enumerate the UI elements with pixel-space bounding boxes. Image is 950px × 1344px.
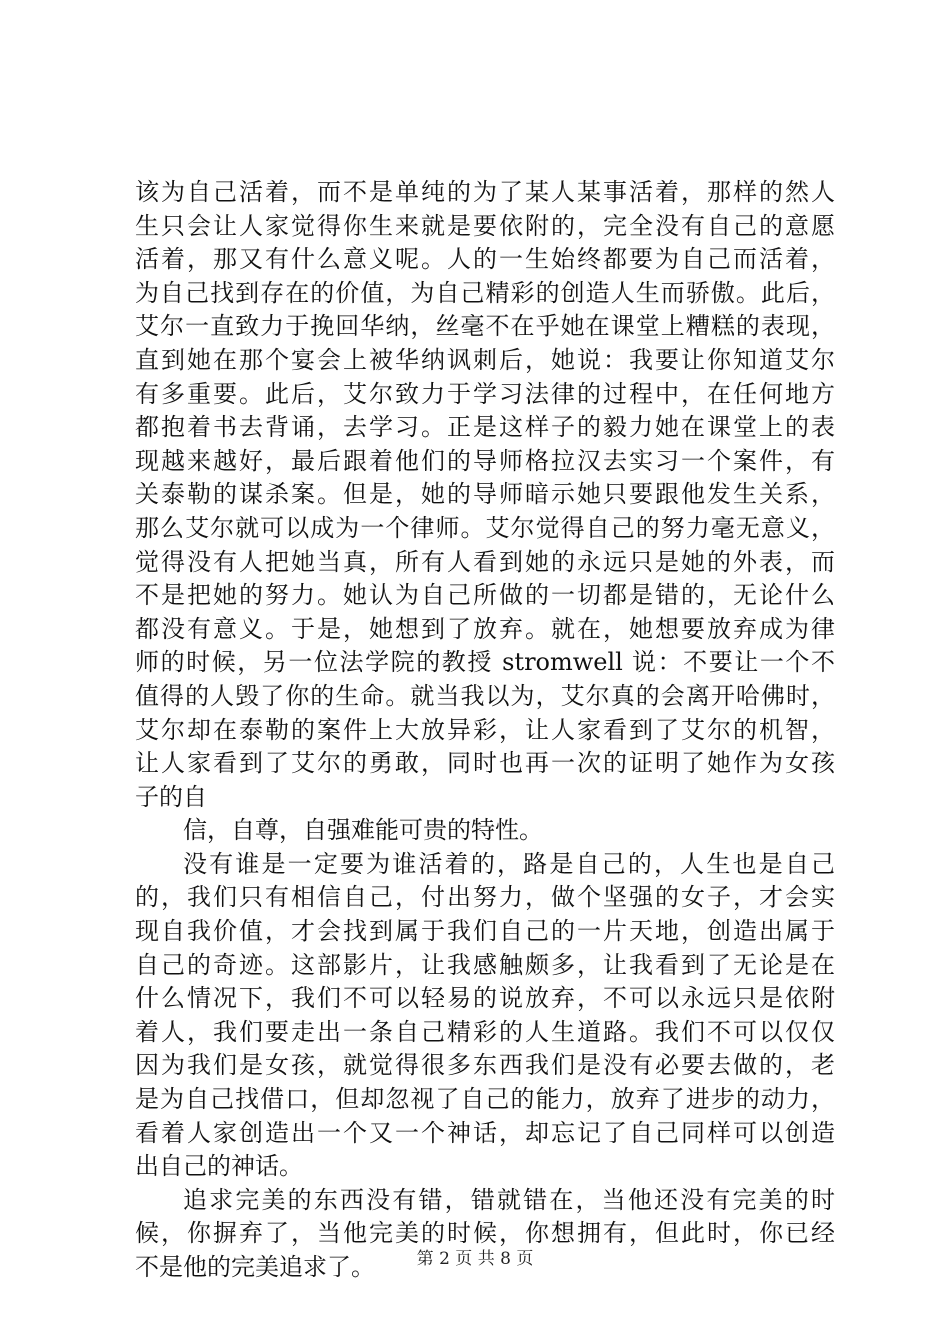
text-line: 那么艾尔就可以成为一个律师。艾尔觉得自己的努力毫无意义，: [135, 513, 835, 542]
text-line: 都抱着书去背诵，去学习。正是这样子的毅力她在课堂上的表: [135, 413, 835, 442]
text-line: 艾尔一直致力于挽回华纳，丝毫不在乎她在课堂上糟糕的表现，: [135, 312, 835, 341]
text-line: 活着，那又有什么意义呢。人的一生始终都要为自己而活着，: [135, 245, 835, 274]
text-line: 直到她在那个宴会上被华纳讽刺后，她说：我要让你知道艾尔: [135, 345, 835, 374]
text-line: 为自己找到存在的价值，为自己精彩的创造人生而骄傲。此后，: [135, 278, 835, 307]
text-line: 看着人家创造出一个又一个神话，却忘记了自己同样可以创造: [135, 1118, 835, 1147]
paragraph-start-line: 追求完美的东西没有错，错就错在，当他还没有完美的时: [183, 1185, 835, 1214]
text-line: 值得的人毁了你的生命。就当我以为，艾尔真的会离开哈佛时，: [135, 681, 835, 710]
text-line: 的，我们只有相信自己，付出努力，做个坚强的女子，才会实: [135, 883, 835, 912]
text-line: 子的自: [135, 782, 207, 811]
text-line: 该为自己活着，而不是单纯的为了某人某事活着，那样的然人: [135, 178, 835, 206]
text-line: 因为我们是女孩，就觉得很多东西我们是没有必要去做的，老: [135, 1051, 835, 1080]
text-line: 艾尔却在泰勒的案件上大放异彩，让人家看到了艾尔的机智，: [135, 715, 835, 744]
text-line: 有多重要。此后，艾尔致力于学习法律的过程中，在任何地方: [135, 379, 835, 408]
text-line: 是为自己找借口，但却忽视了自己的能力，放弃了进步的动力，: [135, 1085, 835, 1114]
text-line: 关泰勒的谋杀案。但是，她的导师暗示她只要跟他发生关系，: [135, 480, 835, 509]
text-line: 觉得没有人把她当真，所有人看到她的永远只是她的外表，而: [135, 547, 835, 576]
text-line: 不是把她的努力。她认为自己所做的一切都是错的，无论什么: [135, 581, 835, 610]
paragraph-start-line: 没有谁是一定要为谁活着的，路是自己的，人生也是自己: [183, 849, 835, 878]
text-line: 现越来越好，最后跟着他们的导师格拉汉去实习一个案件，有: [135, 446, 835, 475]
text-line: 师的时候，另一位法学院的教授 stromwell 说：不要让一个不: [135, 648, 835, 677]
text-line: 不是他的完美追求了。: [135, 1253, 375, 1281]
text-line: 生只会让人家觉得你生来就是要依附的，完全没有自己的意愿: [135, 211, 835, 240]
text-line: 候，你摒弃了，当他完美的时候，你想拥有，但此时，你已经: [135, 1219, 835, 1248]
text-line: 出自己的神话。: [135, 1152, 303, 1181]
page-number-footer: 第 2 页 共 8 页: [416, 1249, 534, 1269]
text-line: 自己的奇迹。这部影片，让我感触颇多，让我看到了无论是在: [135, 950, 835, 979]
text-line: 都没有意义。于是，她想到了放弃。就在，她想要放弃成为律: [135, 614, 835, 643]
document-body: [135, 176, 835, 1285]
text-line: 什么情况下，我们不可以轻易的说放弃，不可以永远只是依附: [135, 984, 835, 1013]
paragraph-start-line: 信，自尊，自强难能可贵的特性。: [183, 816, 543, 845]
text-line: 着人，我们要走出一条自己精彩的人生道路。我们不可以仅仅: [135, 1017, 835, 1046]
text-line: 让人家看到了艾尔的勇敢，同时也再一次的证明了她作为女孩: [135, 749, 835, 778]
text-line: 现自我价值，才会找到属于我们自己的一片天地，创造出属于: [135, 917, 835, 946]
